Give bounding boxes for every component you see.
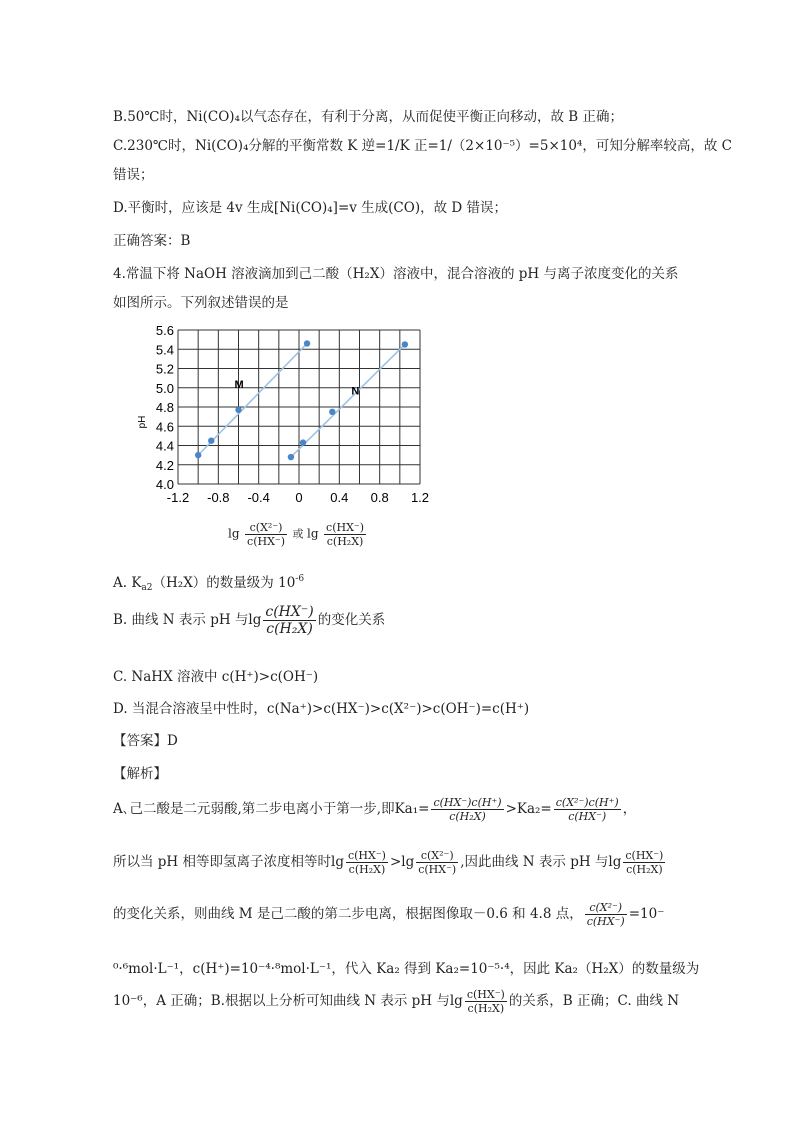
option-b xyxy=(113,604,385,637)
question-4-stem-2: 如图所示。下列叙述错误的是 xyxy=(113,295,289,311)
x-axis-label xyxy=(228,521,368,548)
option-b-fraction xyxy=(263,604,315,637)
data-point-M xyxy=(304,340,310,346)
option-d: D. 当混合溶液呈中性时，c(Na⁺)>c(HX⁻)>c(X²⁻)>c(OH⁻)=c(H⁺) xyxy=(113,701,530,717)
an5-pre: 10⁻⁶，A 正确；B.根据以上分析可知曲线 N 表示 pH 与lg xyxy=(113,993,463,1009)
an5-fraction xyxy=(465,988,507,1015)
analysis-line-3 xyxy=(113,901,664,928)
data-point-N xyxy=(288,454,294,460)
y-tick-label: 4.6 xyxy=(155,419,174,435)
data-point-M xyxy=(235,407,241,413)
x-label-num-1: c(X²⁻) xyxy=(245,521,287,535)
x-tick-label: -1.2 xyxy=(166,490,190,505)
y-tick-label: 5.4 xyxy=(155,342,174,358)
option-b-den: c(H₂X) xyxy=(266,621,313,637)
an3-post: =10⁻ xyxy=(628,906,665,922)
an2-f2-den: c(HX⁻) xyxy=(418,863,457,876)
data-point-M xyxy=(195,452,201,458)
text-b-option: B.50℃时，Ni(CO)₄以气态存在，有利于分离，从而促使平衡正向移动，故 B 正确； xyxy=(113,109,623,125)
option-a-sub: a2 xyxy=(141,583,153,593)
x-label-lg-1: lg xyxy=(228,526,240,541)
chart-ticks xyxy=(156,323,429,505)
x-tick-label: 1.2 xyxy=(410,490,430,505)
an1-f1-num: c(HX⁻)c(H⁺) xyxy=(433,796,502,809)
an2-f3-num: c(HX⁻) xyxy=(625,849,664,862)
question-4-stem-1: 4.常温下将 NaOH 溶液滴加到己二酸（H₂X）溶液中，混合溶液的 pH 与离子浓度变化的关系 xyxy=(113,266,679,282)
an3-f-num: c(X²⁻) xyxy=(585,901,627,915)
y-tick-label: 5.2 xyxy=(155,361,174,377)
an3-fraction xyxy=(585,901,627,928)
an2-f1-den: c(H₂X) xyxy=(348,863,386,876)
an2-fraction-3 xyxy=(623,849,665,876)
data-point-N xyxy=(300,439,306,445)
option-b-post: 的变化关系 xyxy=(317,612,386,628)
x-label-fraction-1 xyxy=(245,521,287,548)
an2-pre: 所以当 pH 相等即氢离子浓度相等时lg xyxy=(113,854,344,870)
text-c-option-2: 错误； xyxy=(113,167,154,183)
x-label-lg-2: lg xyxy=(307,526,319,541)
data-point-N xyxy=(402,341,408,347)
x-tick-label: 0.4 xyxy=(330,490,349,505)
option-a-sup: -6 xyxy=(295,574,305,584)
x-label-or: 或 xyxy=(292,527,304,541)
option-b-num: c(HX⁻) xyxy=(265,604,314,620)
series-label-M: M xyxy=(234,378,244,391)
an2-f3-den: c(H₂X) xyxy=(626,863,663,876)
an3-pre: 的变化关系，则曲线 M 是己二酸的第二步电离，根据图像取－0.6 和 4.8 点， xyxy=(113,906,583,922)
an1-fraction-1 xyxy=(431,796,503,823)
x-tick-label: -0.8 xyxy=(207,490,230,505)
analysis-line-2 xyxy=(113,849,667,876)
analysis-line-4: ⁰·⁶mol·L⁻¹，c(H⁺)=10⁻⁴·⁸mol·L⁻¹，代入 Ka₂ 得到 Ka₂=10⁻⁵·⁴，因此 Ka₂（H₂X）的数量级为 xyxy=(113,961,700,977)
an5-f-num: c(HX⁻) xyxy=(466,988,505,1001)
ph-chart xyxy=(113,318,443,518)
y-tick-label: 4.2 xyxy=(155,457,174,473)
x-tick-label: -0.4 xyxy=(247,490,270,505)
option-a-rest: （H₂X）的数量级为 10 xyxy=(152,575,296,591)
an3-f-den: c(HX⁻) xyxy=(586,915,625,928)
x-label-fraction-2 xyxy=(324,521,366,548)
series-line-M xyxy=(198,343,307,455)
an2-fraction-2 xyxy=(416,849,458,876)
y-tick-label: 4.0 xyxy=(155,477,174,492)
y-axis-label: pH xyxy=(137,415,148,429)
an5-post: 的关系，B 正确；C. 曲线 N xyxy=(508,993,680,1009)
x-label-den-2: c(H₂X) xyxy=(326,535,364,548)
y-tick-label: 5.0 xyxy=(155,380,174,396)
option-a-text: A. K xyxy=(113,575,142,591)
y-tick-label: 5.6 xyxy=(155,323,174,338)
option-b-pre: B. 曲线 N 表示 pH 与lg xyxy=(113,612,262,628)
an1-f2-num: c(X²⁻)c(H⁺) xyxy=(555,796,619,809)
an2-f2-num: c(X²⁻) xyxy=(416,849,458,863)
x-label-num-2: c(HX⁻) xyxy=(326,521,365,534)
text-d-option: D.平衡时，应该是 4v 生成[Ni(CO)₄]=v 生成(CO)，故 D 错误； xyxy=(113,200,508,216)
text-c-option-1: C.230℃时，Ni(CO)₄分解的平衡常数 K 逆=1/K 正=1/（2×10⁻⁵）=5×10⁴，可知分解率较高，故 C xyxy=(113,138,732,154)
answer-label: 【答案】D xyxy=(113,733,178,749)
y-tick-label: 4.8 xyxy=(155,400,174,415)
an2-mid: >lg xyxy=(389,854,415,870)
x-label-den-1: c(HX⁻) xyxy=(247,535,286,548)
an2-f1-num: c(HX⁻) xyxy=(347,849,386,862)
an2-mid2: ,因此曲线 N 表示 pH 与lg xyxy=(460,854,622,870)
an1-f1-den: c(H₂X) xyxy=(449,810,486,823)
analysis-line-1 xyxy=(113,796,636,823)
chart-series xyxy=(195,340,408,460)
text-previous-answer: 正确答案：B xyxy=(113,233,191,249)
option-c: C. NaHX 溶液中 c(H⁺)>c(OH⁻) xyxy=(113,669,319,685)
series-line-N xyxy=(291,344,405,457)
an2-fraction-1 xyxy=(346,849,388,876)
an1-post: ， xyxy=(622,801,637,817)
an1-f2-den: c(HX⁻) xyxy=(568,810,607,823)
option-a xyxy=(113,571,304,593)
an5-f-den: c(H₂X) xyxy=(467,1002,505,1015)
an1-pre: A､己二酸是二元弱酸,第二步电离小于第一步,即Ka₁= xyxy=(113,801,430,817)
chart-grid xyxy=(178,330,420,484)
analysis-line-5 xyxy=(113,988,679,1015)
x-tick-label: 0 xyxy=(295,490,303,505)
data-point-N xyxy=(329,409,335,415)
series-label-N: N xyxy=(351,385,360,398)
an1-fraction-2 xyxy=(554,796,621,823)
y-tick-label: 4.4 xyxy=(155,438,174,454)
x-tick-label: 0.8 xyxy=(370,490,389,505)
data-point-M xyxy=(208,437,214,443)
analysis-label: 【解析】 xyxy=(113,766,167,782)
an1-mid: >Ka₂= xyxy=(505,801,552,817)
